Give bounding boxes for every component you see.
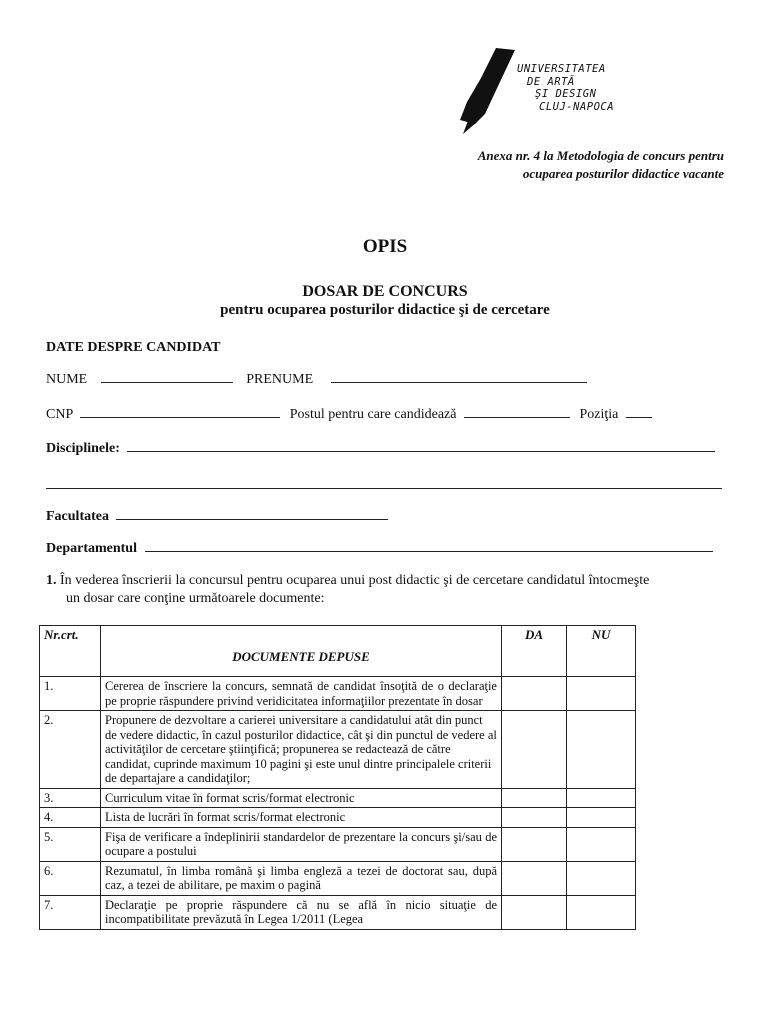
prenume-field[interactable] [331, 381, 587, 383]
da-cell[interactable] [502, 677, 567, 711]
header-da: DA [502, 626, 567, 677]
nu-cell[interactable] [567, 895, 636, 929]
row-number: 3. [40, 788, 101, 808]
nume-label: NUME [46, 372, 88, 387]
da-cell[interactable] [502, 711, 567, 789]
da-cell[interactable] [502, 827, 567, 861]
table-row [40, 711, 636, 789]
table-row [40, 677, 636, 711]
da-cell[interactable] [502, 895, 567, 929]
logo-line: UNIVERSITATEA [517, 63, 606, 75]
pozitia-label: Poziţia [579, 407, 619, 422]
header-nu: NU [567, 626, 636, 677]
cnp-field[interactable] [80, 416, 280, 418]
postul-label: Postul pentru care candidează [289, 407, 457, 422]
pozitia-field[interactable] [626, 416, 652, 418]
instruction-paragraph [46, 572, 726, 608]
row-number: 1. [40, 677, 101, 711]
document-subtitle: DOSAR DE CONCURS [302, 283, 468, 300]
paragraph-number: 1. [46, 573, 57, 588]
disciplinele-field[interactable] [127, 450, 715, 452]
row-document: Propunere de dezvoltare a carierei universitare a candidatului atât din punct de vedere didactic, în cazul posturilor didactice, cât şi din punctul de vedere al activităţilor de cercetare ştiinţifică; propunerea se redactează de către candidat, cuprinde maximum 10 pagini şi este unul dintre principalele criterii de departajare a candidaţilor; [101, 711, 502, 789]
row-document: Rezumatul, în limba română şi limba engleză a tezei de doctorat sau, după caz, a tezei de abilitare, pe maxim o pagină [101, 861, 502, 895]
university-name [517, 63, 614, 113]
annex-line: Anexa nr. 4 la Metodologia de concurs pentru [477, 148, 724, 163]
paragraph-line: un dosar care conţine următoarele documente: [66, 591, 325, 606]
da-cell[interactable] [502, 861, 567, 895]
section-heading: DATE DESPRE CANDIDAT [46, 340, 221, 355]
nu-cell[interactable] [567, 861, 636, 895]
row-number: 5. [40, 827, 101, 861]
table-row [40, 861, 636, 895]
page-title: OPIS [362, 236, 408, 257]
table-row [40, 788, 636, 808]
name-row [46, 372, 587, 388]
header-documente: DOCUMENTE DEPUSE [101, 626, 502, 677]
cnp-label: CNP [46, 407, 73, 422]
paragraph-line: În vederea înscrierii la concursul pentru ocuparea unui post didactic şi de cercetare candidatul întocmeşte [60, 573, 650, 588]
annex-line: ocuparea posturilor didactice vacante [522, 166, 724, 181]
table-row [40, 827, 636, 861]
departamentul-row [46, 541, 713, 557]
nu-cell[interactable] [567, 788, 636, 808]
row-number: 7. [40, 895, 101, 929]
row-document: Declaraţie pe proprie răspundere că nu se află în nicio situaţie de incompatibilitate prevăzută în Legea 1/2011 (Legea [101, 895, 502, 929]
facultatea-row [46, 509, 388, 525]
disciplinele-label: Disciplinele: [46, 441, 120, 456]
facultatea-field[interactable] [116, 518, 388, 520]
nu-cell[interactable] [567, 808, 636, 828]
logo-line: CLUJ-NAPOCA [539, 100, 615, 113]
cnp-row [46, 407, 652, 423]
row-number: 2. [40, 711, 101, 789]
header-nr: Nr.crt. [40, 626, 101, 677]
facultatea-label: Facultatea [46, 509, 109, 524]
da-cell[interactable] [502, 788, 567, 808]
nu-cell[interactable] [567, 827, 636, 861]
row-document: Lista de lucrări în format scris/format electronic [101, 808, 502, 828]
departamentul-label: Departamentul [46, 541, 137, 556]
row-number: 6. [40, 861, 101, 895]
da-cell[interactable] [502, 808, 567, 828]
disciplinele-row [46, 441, 715, 457]
documents-table [39, 625, 636, 930]
departamentul-field[interactable] [145, 550, 713, 552]
nu-cell[interactable] [567, 677, 636, 711]
prenume-label: PRENUME [246, 372, 314, 387]
row-document: Cererea de înscriere la concurs, semnată de candidat însoţită de o declaraţie pe proprie răspundere privind veridicitatea informaţiilor prezentate în dosar [101, 677, 502, 711]
row-number: 4. [40, 808, 101, 828]
row-document: Curriculum vitae în format scris/format electronic [101, 788, 502, 808]
row-document: Fişa de verificare a îndeplinirii standardelor de prezentare la concurs şi/sau de ocupare a postului [101, 827, 502, 861]
table-header-row [40, 626, 636, 677]
brush-stroke-logo-icon [460, 48, 515, 124]
table-row [40, 895, 636, 929]
table-row [40, 808, 636, 828]
document-purpose: pentru ocuparea posturilor didactice şi de cercetare [220, 302, 550, 318]
logo-line: DE ARTĂ [527, 75, 575, 88]
logo-line: ŞI DESIGN [535, 88, 597, 100]
nume-field[interactable] [101, 381, 233, 383]
annex-reference [478, 147, 724, 183]
postul-field[interactable] [464, 416, 570, 418]
nu-cell[interactable] [567, 711, 636, 789]
disciplinele-field-continuation[interactable] [46, 488, 722, 489]
